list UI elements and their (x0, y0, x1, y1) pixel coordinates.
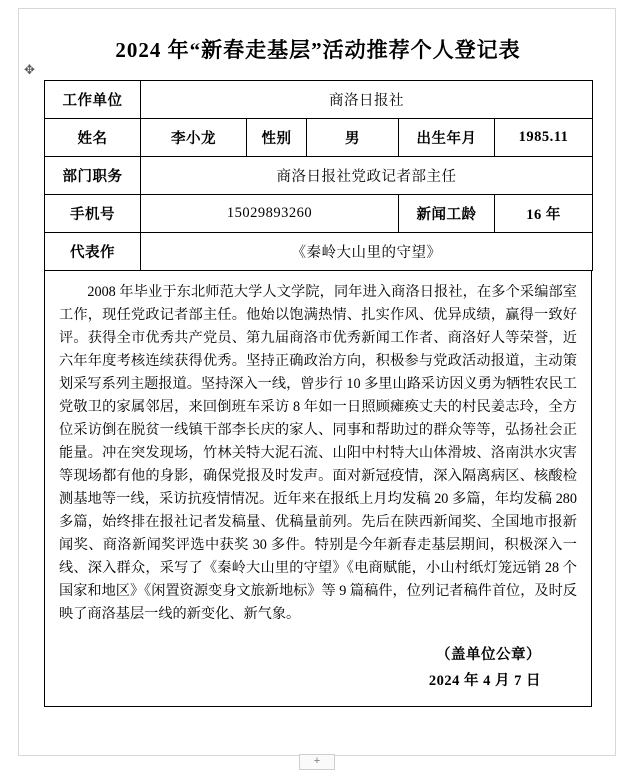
row-label-position: 部门职务 (45, 157, 141, 195)
table-row (45, 119, 593, 157)
table-row (45, 157, 593, 195)
row-label-phone: 手机号 (45, 195, 141, 233)
page-title: 2024 年“新春走基层”活动推荐个人登记表 (115, 38, 521, 62)
row-value-name: 李小龙 (141, 119, 247, 157)
row-value-representative-work: 《秦岭大山里的守望》 (141, 233, 593, 271)
row-label-work-unit: 工作单位 (45, 81, 141, 119)
table-row (45, 233, 593, 271)
row-label-name: 姓名 (45, 119, 141, 157)
row-label-seniority: 新闻工龄 (399, 195, 495, 233)
table-row (45, 81, 593, 119)
row-label-gender: 性别 (247, 119, 307, 157)
row-label-birth: 出生年月 (399, 119, 495, 157)
row-value-phone: 15029893260 (141, 195, 399, 233)
registration-form-table (44, 80, 593, 271)
row-value-work-unit: 商洛日报社 (141, 81, 593, 119)
object-move-handle[interactable]: ✥ (24, 62, 35, 77)
seal-line: （盖单位公章） (436, 647, 541, 663)
row-value-position: 商洛日报社党政记者部主任 (141, 157, 593, 195)
row-value-seniority: 16 年 (495, 195, 593, 233)
biography-cell (44, 271, 592, 707)
signature-block (59, 642, 577, 694)
biography-text: 2008 年毕业于东北师范大学人文学院，同年进入商洛日报社，在多个采编部室工作，现任党政记者部主任。他始以饱满热情、扎实作风、优异成绩，赢得一致好评。获得全市优秀共产党员、第九届商洛市优秀新闻工作者、商洛好人等荣誉，近六年年度考核连续获得优秀。坚持正确政治方向，积极参与党政活动报道，主动策划采写系列主题报道。坚持深入一线，曾步行 10 多里山路采访因义勇为牺牲农民工党敬卫的家属邻居，来回倒班车采访 8 年如一日照顾瘫痪丈夫的村民姜志玲，全方位采访倒在脱贫一线镇干部李长庆的家人、同事和帮助过的群众等等，弘扬社会正能量。冲在突发现场，竹林关特大泥石流、山阳中村特大山体滑坡、洛南洪水灾害等现场都有他的身影，确保党报及时发声。面对新冠疫情，深入隔离病区、核酸检测基地等一线，采访抗疫情情况。近年来在报纸上月均发稿 20 多篇，年均发稿 280 多篇，始终排在报社记者发稿量、优稿量前列。先后在陕西新闻奖、全国地市报新闻奖、商洛新闻奖评选中获奖 30 多件。特别是今年新春走基层期间，积极深入一线、深入群众，采写了《秦岭大山里的守望》《电商赋能，小山村纸灯笼远销 28 个国家和地区》《闲置资源变身文旅新地标》等 9 篇稿件，位列记者稿件首位，及时反映了商洛基层一线的新变化、新气象。 (59, 284, 577, 622)
date-line: 2024 年 4 月 7 日 (428, 673, 541, 690)
table-row (45, 195, 593, 233)
add-page-button[interactable]: + (299, 754, 335, 770)
row-label-representative-work: 代表作 (45, 233, 141, 271)
row-value-gender: 男 (307, 119, 399, 157)
document-body (44, 20, 592, 707)
row-value-birth: 1985.11 (495, 119, 593, 157)
